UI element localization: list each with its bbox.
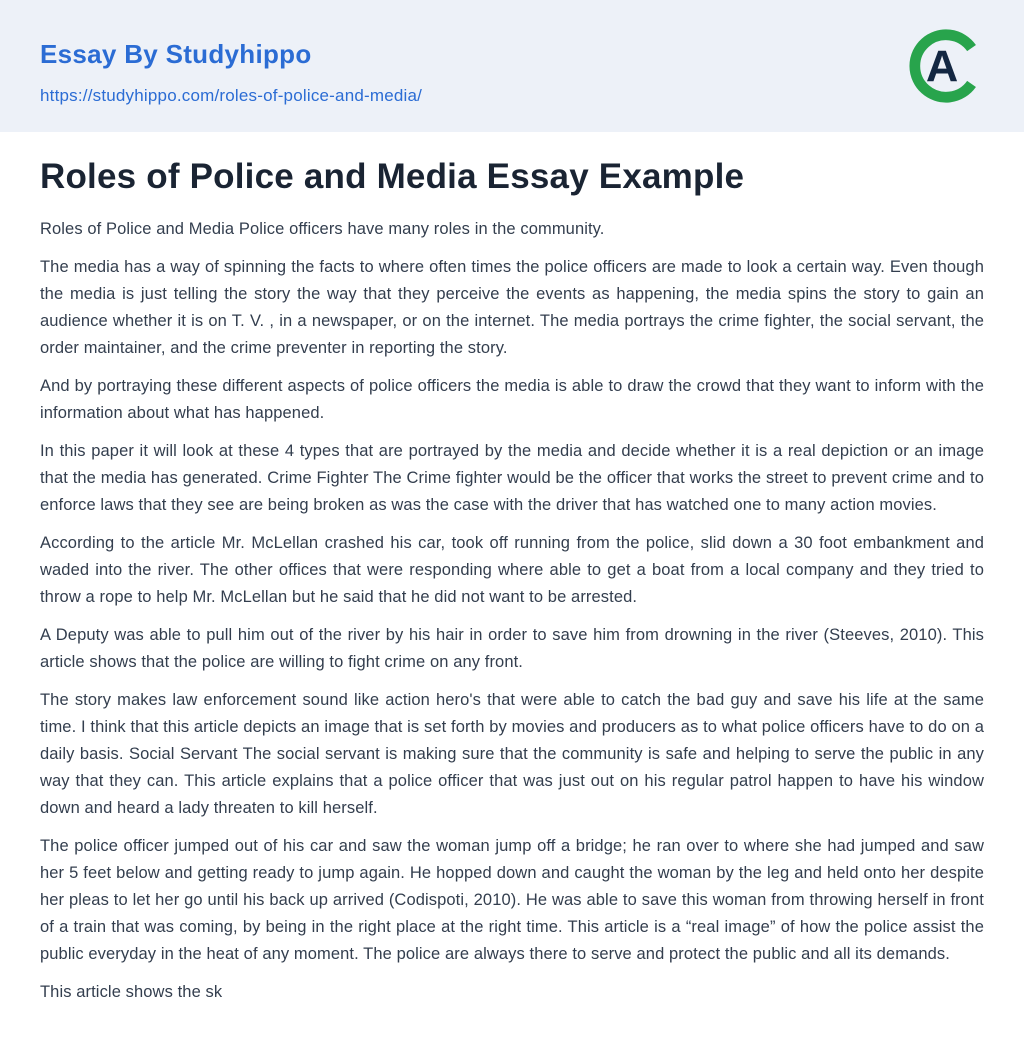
essay-paragraph-4: In this paper it will look at these 4 types that are portrayed by the media and decide whether it is a real depiction or an image that the media has generated. Crime Fighter The Crime fighter would be the officer that works the street to prevent crime and to enforce laws that they see are being broken as was the case with the driver that has watched one to many action movies. — [40, 442, 984, 514]
header — [0, 0, 1024, 132]
essay-paragraph-1: Roles of Police and Media Police officers have many roles in the community. — [40, 220, 605, 238]
essay-title: Roles of Police and Media Essay Example — [40, 157, 745, 196]
essay-paragraph-8: The police officer jumped out of his car and saw the woman jump off a bridge; he ran over to where she had jumped and saw her 5 feet below and getting ready to jump again. He hopped down and caught the woman by the leg and held onto her despite her pleas to let her go until his back up arrived (Codispoti, 2010). He was able to save this woman from throwing herself in front of a train that was coming, by being in the right place at the right time. This article is a “real image” of how the police assist the public everyday in the heat of any moment. The police are always there to serve and protect the public and all its demands. — [40, 837, 984, 963]
header-text — [40, 40, 984, 106]
source-url-link[interactable]: https://studyhippo.com/roles-of-police-and-media/ — [40, 85, 423, 105]
logo-letter: A — [925, 40, 959, 92]
essay-paragraph-6: A Deputy was able to pull him out of the river by his hair in order to save him from drowning in the river (Steeves, 2010). This article shows that the police are willing to fight crime on any front. — [40, 626, 984, 671]
essay-paragraph-3: And by portraying these different aspects of police officers the media is able to draw the crowd that they want to inform with the information about what has happened. — [40, 377, 984, 422]
essay-paragraph-9: This article shows the sk — [40, 983, 223, 1001]
essay-paragraph-7: The story makes law enforcement sound like action hero's that were able to catch the bad guy and save his life at the same time. I think that this article depicts an image that is set forth by movies and producers as to what police officers have to do on a daily basis. Social Servant The social servant is making sure that the community is safe and helping to serve the public in any way that they can. This article explains that a police officer that was just out on his regular patrol happen to have his window down and heard a lady threaten to kill herself. — [40, 691, 984, 817]
essay-content — [0, 132, 1024, 1006]
essay-paragraph-5: According to the article Mr. McLellan crashed his car, took off running from the police, slid down a 30 foot embankment and waded into the river. The other offices that were responding where able to get a boat from a local company and they tried to throw a rope to help Mr. McLellan but he said that he did not want to be arrested. — [40, 534, 984, 606]
byline: Essay By Studyhippo — [40, 39, 312, 69]
essay-paragraph-2: The media has a way of spinning the facts to where often times the police officers are made to look a certain way. Even though the media is just telling the story the way that they perceive the events as happening, the media spins the story to gain an audience whether it is on T. V. , in a newspaper, or on the internet. The media portrays the crime fighter, the social servant, the order maintainer, and the crime preventer in reporting the story. — [40, 258, 984, 357]
studyhippo-logo-icon — [907, 27, 985, 105]
